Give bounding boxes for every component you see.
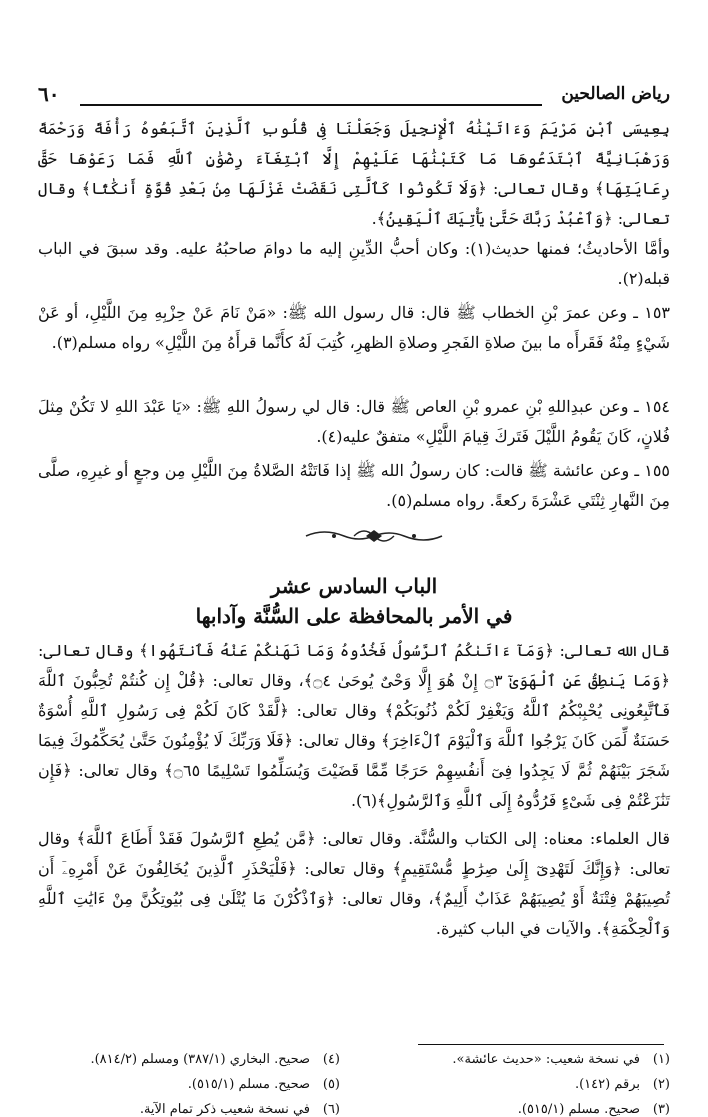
hadith-155: ١٥٥ ـ وعن عائشة ﷺ قالت: كان رسولُ الله ﷺ إذا فَاتَتْهُ الصَّلاةُ مِنَ اللَّيْلِ مِن وجعٍ أو غيرِهِ، صلَّى مِنَ النَّهارِ ثِنْتَي عَشْرَةَ ركعةً. رواه مسلم(٥).: [38, 461, 670, 510]
footnote-number: (٤): [322, 1052, 340, 1067]
footnote-3: [518, 1102, 670, 1117]
ornament-divider-icon: [304, 524, 444, 548]
chapter-title: الباب السادس عشر: [270, 574, 438, 598]
footnote-6: [140, 1102, 340, 1117]
footnote-5: [188, 1077, 340, 1092]
hadith-153: ١٥٣ ـ وعن عمرَ بْنِ الخطاب ﷺ قال: قال رسول الله ﷺ: «مَنْ نَامَ عَنْ حِزْبِهِ مِنَ اللَّيْلِ، أو عَنْ شَيْءٍ مِنْهُ فَقَرأَه ما بينَ صلاةِ الفَجرِ وصلاةِ الظهرِ، كُتِبَ لَهُ كأَنَّما قرأَهُ مِنَ اللَّيْلِ» رواه مسلم(٣).: [38, 303, 670, 352]
page-number: ٦٠: [38, 82, 60, 106]
hadith-154: ١٥٤ ـ وعن عبدِاللهِ بْنِ عمرو بْنِ العاص ﷺ قال: قال لي رسولُ اللهِ ﷺ: «يَا عَبْدَ اللهِ لا تَكُنْ مِثلَ فُلانٍ، كَانَ يَقُومُ اللَّيْلَ فَتَركَ قِيامَ اللَّيْلِ» متفقٌ عليه(٤).: [38, 397, 671, 446]
footnote-text: في نسخة شعيب: «حديث عائشة».: [452, 1052, 640, 1067]
footnote-text: صحيح. مسلم (٥١٥/١).: [187, 1077, 310, 1092]
footnote-text: صحيح. البخاري (٣٨٧/١) ومسلم (٨١٤/٢).: [90, 1052, 310, 1067]
chapter-subtitle: في الأمر بالمحافظة على السُّنَّة وآدابها: [195, 604, 513, 628]
hadith-intro-paragraph: وأمَّا الأحاديثُ؛ فمنها حديث(١): وكان أحبُّ الدِّينِ إليه ما دوامَ صاحبُهُ عليه. وقد سبقَ في الباب قبله(٢).: [38, 239, 670, 288]
quran-verses-paragraph: بِعِيسَى ٱبْنِ مَرْيَمَ وَءَاتَيْنَٰهُ ٱلْإِنجِيلَ وَجَعَلْنَا فِى قُلُوبِ ٱلَّذِينَ ٱتَّبَعُوهُ رَأْفَةً وَرَحْمَةً وَرَهْبَانِيَّةً ٱبْتَدَعُوهَا مَا كَتَبْنَٰهَا عَلَيْهِمْ إِلَّا ٱبْتِغَآءَ رِضْوَٰنِ ٱللَّهِ فَمَا رَعَوْهَا حَقَّ رِعَايَتِهَا﴾ وقال تعالى: ﴿وَلَا تَكُونُوا كَٱلَّتِى نَقَضَتْ غَزْلَهَا مِنۢ بَعْدِ قُوَّةٍ أَنكَٰثًا﴾ وقال تعالى: ﴿وَٱعْبُدْ رَبَّكَ حَتَّىٰ يَأْتِيَكَ ٱلْيَقِينُ﴾.: [38, 119, 670, 228]
footnote-number: (٦): [322, 1102, 340, 1117]
footnote-number: (٥): [322, 1077, 340, 1092]
footnote-text: صحيح. مسلم (٥١٥/١).: [517, 1102, 640, 1117]
footnote-text: برقم (١٤٢).: [574, 1077, 640, 1092]
footnote-number: (٣): [652, 1102, 670, 1117]
footnote-1: [452, 1052, 670, 1067]
book-title: رياض الصالحين: [561, 84, 670, 104]
header-rule: [80, 104, 542, 106]
footnote-rule: [418, 1044, 664, 1045]
footnote-text: في نسخة شعيب ذكر تمام الآية.: [139, 1102, 310, 1117]
footnote-number: (١): [652, 1052, 670, 1067]
chapter-verses-paragraph: قال الله تعالى: ﴿وَمَآ ءَاتَىٰكُمُ ٱلرَّسُولُ فَخُذُوهُ وَمَا نَهَىٰكُمْ عَنْهُ فَٱنتَهُوا﴾ وقال تعالى: ﴿وَمَا يَنطِقُ عَنِ ٱلْهَوَىٰٓ ۝٣ إِنْ هُوَ إِلَّا وَحْىٌ يُوحَىٰ ۝٤﴾، وقال تعالى: ﴿قُلْ إِن كُنتُمْ تُحِبُّونَ ٱللَّهَ فَٱتَّبِعُونِى يُحْبِبْكُمُ ٱللَّهُ وَيَغْفِرْ لَكُمْ ذُنُوبَكُمْ﴾ وقال تعالى: ﴿لَّقَدْ كَانَ لَكُمْ فِى رَسُولِ ٱللَّهِ أُسْوَةٌ حَسَنَةٌ لِّمَن كَانَ يَرْجُوا ٱللَّهَ وَٱلْيَوْمَ ٱلْءَاخِرَ﴾ وقال تعالى: ﴿فَلَا وَرَبِّكَ لَا يُؤْمِنُونَ حَتَّىٰ يُحَكِّمُوكَ فِيمَا شَجَرَ بَيْنَهُمْ ثُمَّ لَا يَجِدُوا فِىٓ أَنفُسِهِمْ حَرَجًا مِّمَّا قَضَيْتَ وَيُسَلِّمُوا تَسْلِيمًا ۝٦٥﴾ وقال تعالى: ﴿فَإِن تَنَٰزَعْتُمْ فِى شَىْءٍ فَرُدُّوهُ إِلَى ٱللَّهِ وَٱلرَّسُولِ﴾(٦).: [38, 641, 671, 810]
footnote-2: [575, 1077, 670, 1092]
footnote-4: [90, 1052, 340, 1067]
running-header: [38, 84, 670, 110]
book-page: [38, 82, 671, 1117]
scholars-paragraph: قال العلماء: معناه: إلى الكتاب والسُّنَّة. وقال تعالى: ﴿مَّن يُطِعِ ٱلرَّسُولَ فَقَدْ أَطَاعَ ٱللَّهَ﴾ وقال تعالى: ﴿وَإِنَّكَ لَتَهْدِىٓ إِلَىٰ صِرَٰطٍ مُّسْتَقِيمٍ﴾ وقال تعالى: ﴿فَلْيَحْذَرِ ٱلَّذِينَ يُخَالِفُونَ عَنْ أَمْرِهِۦٓ أَن تُصِيبَهُمْ فِتْنَةٌ أَوْ يُصِيبَهُمْ عَذَابٌ أَلِيمٌ﴾، وقال تعالى: ﴿وَٱذْكُرْنَ مَا يُتْلَىٰ فِى بُيُوتِكُنَّ مِنْ ءَايَٰتِ ٱللَّهِ وَٱلْحِكْمَةِ﴾. والآيات في الباب كثيرة.: [38, 829, 670, 938]
footnote-number: (٢): [652, 1077, 670, 1092]
